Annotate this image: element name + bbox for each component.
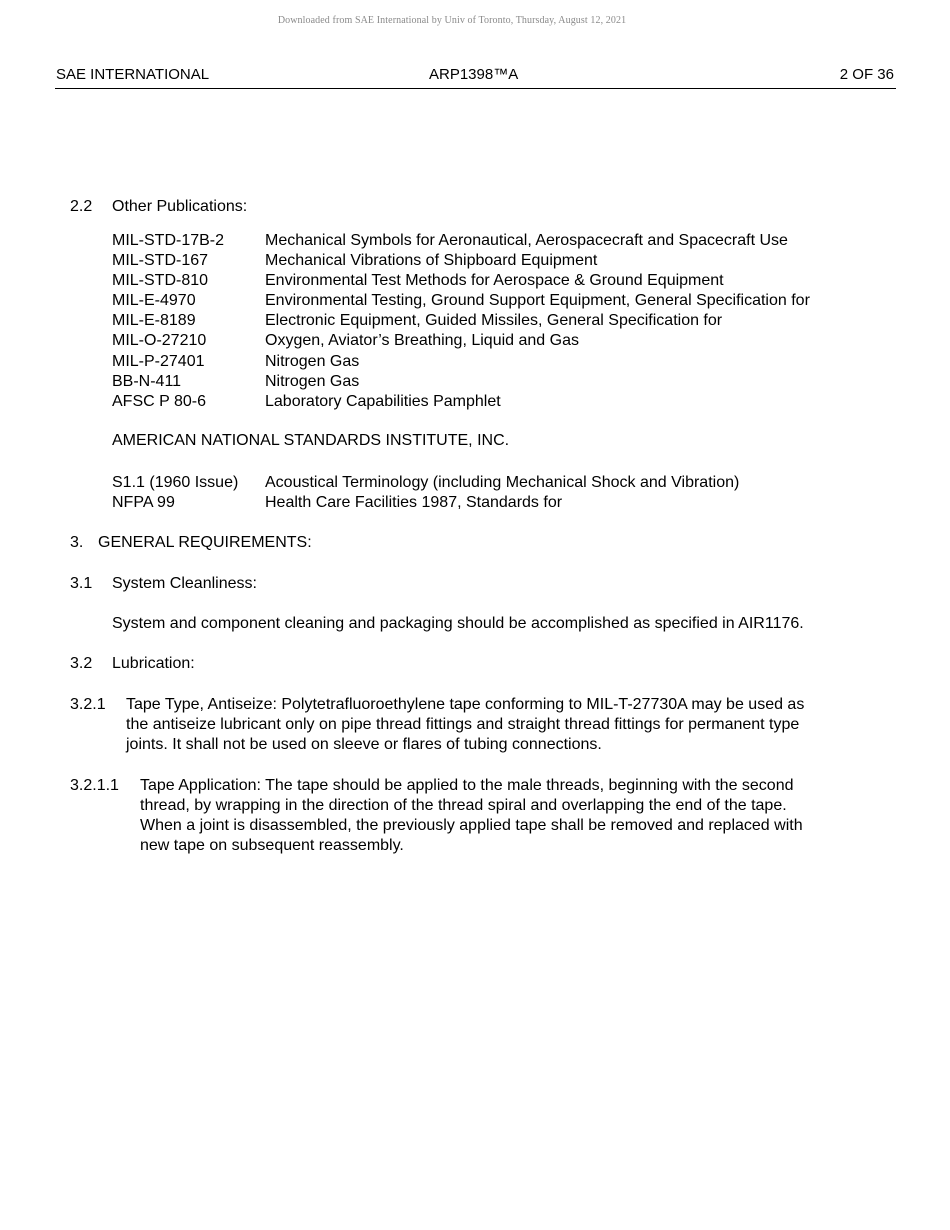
publication-title: Nitrogen Gas	[265, 372, 360, 390]
section-3-2-1-1-line: new tape on subsequent reassembly.	[140, 837, 404, 854]
section-3-2-1-line: Tape Type, Antiseize: Polytetrafluoroethylene tape conforming to MIL-T-27730A may be used as	[126, 696, 805, 713]
publication-code: MIL-STD-17B-2	[112, 232, 225, 249]
section-3-2-1-number: 3.2.1	[70, 696, 106, 713]
ansi-heading: AMERICAN NATIONAL STANDARDS INSTITUTE, INC.	[112, 432, 510, 449]
section-3-1-number: 3.1	[70, 575, 93, 592]
publication-title: Laboratory Capabilities Pamphlet	[265, 392, 501, 410]
publication-title: Mechanical Vibrations of Shipboard Equipment	[265, 252, 598, 270]
section-3-2-title: Lubrication:	[112, 655, 195, 672]
section-3-2-number: 3.2	[70, 655, 93, 672]
publication-code: AFSC P 80-6	[112, 392, 206, 410]
header-org: SAE INTERNATIONAL	[56, 66, 210, 83]
section-3-2-1-1-line: thread, by wrapping in the direction of the thread spiral and overlapping the end of the tape.	[140, 797, 787, 814]
publication-code: MIL-STD-810	[112, 272, 209, 290]
header-page-number: 2 OF 36	[839, 66, 894, 83]
section-3-2-1-line: joints. It shall not be used on sleeve or flares of tubing connections.	[126, 736, 602, 753]
download-watermark: Downloaded from SAE International by Univ of Toronto, Thursday, August 12, 2021	[277, 15, 627, 26]
section-3-1-title: System Cleanliness:	[112, 575, 257, 592]
section-3-2-1-1-number: 3.2.1.1	[70, 777, 119, 794]
publication-code: BB-N-411	[112, 372, 182, 390]
publication-title: Nitrogen Gas	[265, 352, 360, 370]
section-2-2-title: Other Publications:	[112, 198, 248, 215]
publication-title: Acoustical Terminology (including Mechanical Shock and Vibration)	[265, 474, 740, 491]
publication-title: Environmental Testing, Ground Support Equipment, General Specification for	[265, 292, 810, 310]
publication-title: Mechanical Symbols for Aeronautical, Aerospacecraft and Spacecraft Use	[265, 232, 788, 249]
section-2-2-number: 2.2	[70, 198, 93, 215]
publication-code: MIL-STD-167	[112, 252, 209, 270]
publication-title: Oxygen, Aviator’s Breathing, Liquid and Gas	[265, 332, 579, 350]
section-3-title: GENERAL REQUIREMENTS:	[98, 534, 312, 551]
section-3-2-1-line: the antiseize lubricant only on pipe thread fittings and straight thread fittings for permanent type	[126, 716, 800, 733]
page-header	[55, 66, 896, 89]
section-3-2-1-1-line: When a joint is disassembled, the previously applied tape shall be removed and replaced with	[140, 817, 803, 834]
publication-title: Health Care Facilities 1987, Standards for	[265, 494, 563, 512]
section-3-1-body: System and component cleaning and packaging should be accomplished as specified in AIR1176.	[112, 615, 804, 632]
header-doc-id: ARP1398™A	[429, 66, 519, 83]
publication-code: MIL-E-8189	[112, 312, 196, 330]
publication-code: MIL-O-27210	[112, 332, 207, 350]
publication-code: NFPA 99	[112, 494, 175, 512]
publication-code: MIL-P-27401	[112, 352, 205, 370]
publication-title: Electronic Equipment, Guided Missiles, General Specification for	[265, 312, 723, 330]
section-3-2-1-1-line: Tape Application: The tape should be applied to the male threads, beginning with the second	[140, 777, 794, 794]
section-3-number: 3.	[70, 534, 84, 551]
publication-title: Environmental Test Methods for Aerospace & Ground Equipment	[265, 272, 724, 290]
publication-code: S1.1 (1960 Issue)	[112, 474, 239, 491]
publication-code: MIL-E-4970	[112, 292, 196, 310]
